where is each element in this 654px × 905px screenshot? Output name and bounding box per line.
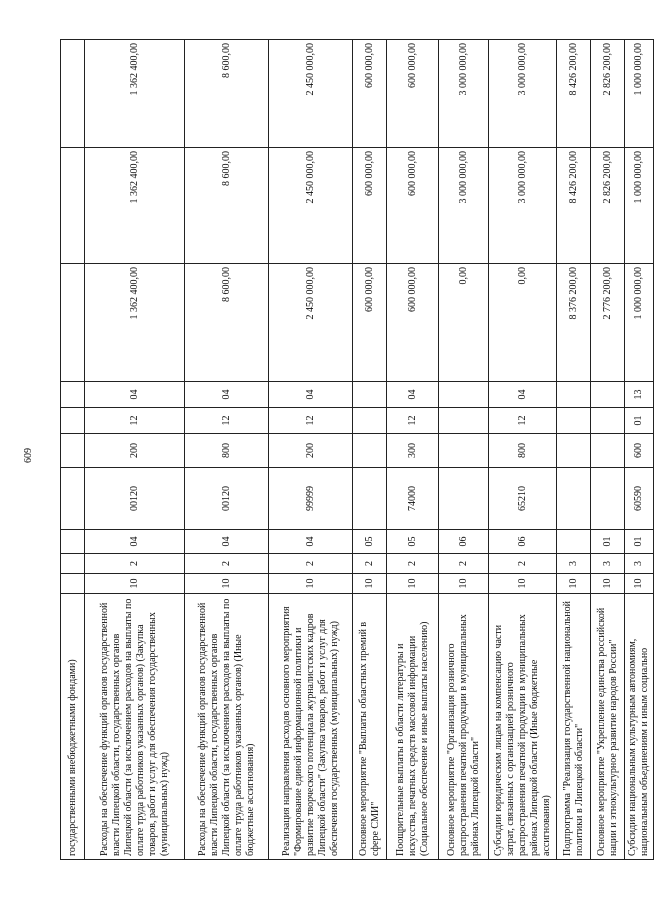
row-code-7: 04 [85,382,185,408]
row-code-2 [61,554,85,574]
row-value-3: 8 600,00 [185,40,269,148]
row-code-4 [353,468,387,530]
row-code-4: 99999 [269,468,353,530]
row-code-6: 12 [269,408,353,434]
row-code-7: 04 [489,382,557,408]
row-value-2: 8 600,00 [185,148,269,264]
table-row [625,40,654,860]
row-code-2: 3 [625,554,654,574]
row-value-1: 600 000,00 [387,264,439,382]
row-code-4 [557,468,591,530]
row-code-7: 04 [269,382,353,408]
row-code-5: 200 [85,434,185,468]
row-code-7 [61,382,85,408]
row-code-2: 2 [387,554,439,574]
row-code-1 [61,574,85,594]
table-row [557,40,591,860]
table-row [591,40,625,860]
row-value-1: 2 776 200,00 [591,264,625,382]
row-value-3: 600 000,00 [353,40,387,148]
row-code-7 [439,382,489,408]
page-number-text: 609 [22,447,34,463]
row-code-4: 60590 [625,468,654,530]
row-code-6 [353,408,387,434]
row-value-2: 600 000,00 [353,148,387,264]
row-code-2: 3 [557,554,591,574]
table-row [353,40,387,860]
row-code-3: 01 [591,530,625,554]
row-code-3: 04 [269,530,353,554]
row-name: Субсидии национальным культурным автономиям, национальным объединениям и иным социально [625,594,654,860]
row-code-6: 01 [625,408,654,434]
row-code-1: 10 [439,574,489,594]
row-value-1: 1 362 400,00 [85,264,185,382]
row-code-5 [61,434,85,468]
row-code-2: 2 [489,554,557,574]
row-name: Субсидии юридическим лицам на компенсацию части затрат, связанных с организацией розничного распространения печатной продукции в муниципальных районах Липецкой области (Иные бюджетные ассигнования) [489,594,557,860]
row-value-1: 1 000 000,00 [625,264,654,382]
row-value-1: 8 600,00 [185,264,269,382]
row-code-7 [353,382,387,408]
row-name: Расходы на обеспечение функций органов государственной власти Липецкой области, государственных органов Липецкой области (за исключением расходов на выплаты по оплате труда работников указанных органов) (Закупка товаров, работ и услуг для обеспечения государственных (муниципальных) нужд) [85,594,185,860]
row-code-7 [557,382,591,408]
row-code-1: 10 [625,574,654,594]
row-code-5: 200 [269,434,353,468]
row-code-6: 12 [85,408,185,434]
row-name: Поощрительные выплаты в области литературы и искусства, печатных средств массовой информации (Социальное обеспечение и иные выплаты населению) [387,594,439,860]
row-code-2: 2 [353,554,387,574]
row-code-5 [557,434,591,468]
table-row [439,40,489,860]
row-code-4 [591,468,625,530]
row-code-4: 65210 [489,468,557,530]
row-code-2: 3 [591,554,625,574]
row-value-2: 600 000,00 [387,148,439,264]
table-row [61,40,85,860]
row-value-3 [61,40,85,148]
row-code-6: 12 [185,408,269,434]
row-code-3: 01 [625,530,654,554]
row-value-2: 3 000 000,00 [439,148,489,264]
row-code-4: 74000 [387,468,439,530]
row-code-6: 12 [489,408,557,434]
row-value-2: 3 000 000,00 [489,148,557,264]
row-code-4 [439,468,489,530]
row-value-3: 2 450 000,00 [269,40,353,148]
budget-table [60,39,654,860]
row-code-1: 10 [269,574,353,594]
budget-table-sheet [60,40,650,860]
row-name: Основное мероприятие "Укрепление единства российской нации и этнокультурное развитие народов России" [591,594,625,860]
table-body [61,40,654,860]
row-code-5: 300 [387,434,439,468]
row-code-3: 04 [85,530,185,554]
row-code-7: 13 [625,382,654,408]
row-code-3: 04 [185,530,269,554]
row-code-7: 04 [185,382,269,408]
row-code-1: 10 [387,574,439,594]
row-code-1: 10 [557,574,591,594]
row-code-2: 2 [269,554,353,574]
row-code-2: 2 [185,554,269,574]
row-code-6 [591,408,625,434]
row-value-1: 2 450 000,00 [269,264,353,382]
row-code-6: 12 [387,408,439,434]
row-code-3: 06 [439,530,489,554]
row-code-4: 00120 [85,468,185,530]
row-value-1: 0,00 [439,264,489,382]
row-code-1: 10 [185,574,269,594]
row-code-7: 04 [387,382,439,408]
row-code-5 [353,434,387,468]
row-name: Основное мероприятие "Выплаты областных премий в сфере СМИ" [353,594,387,860]
row-value-2 [61,148,85,264]
row-code-1: 10 [489,574,557,594]
row-code-5: 800 [185,434,269,468]
table-row [269,40,353,860]
row-value-3: 2 826 200,00 [591,40,625,148]
row-value-3: 600 000,00 [387,40,439,148]
row-code-5 [439,434,489,468]
row-code-6 [61,408,85,434]
row-code-3: 05 [353,530,387,554]
row-value-1: 0,00 [489,264,557,382]
row-name: государственными внебюджетными фондами) [61,594,85,860]
row-code-4: 00120 [185,468,269,530]
row-code-4 [61,468,85,530]
row-value-1: 600 000,00 [353,264,387,382]
row-code-5: 800 [489,434,557,468]
row-value-1 [61,264,85,382]
table-row [85,40,185,860]
row-value-2: 1 000 000,00 [625,148,654,264]
row-name: Расходы на обеспечение функций органов государственной власти Липецкой области, государственных органов Липецкой области (за исключением расходов на выплаты по оплате труда работников указанных органов) (Иные бюджетные ассигнования) [185,594,269,860]
table-row [185,40,269,860]
row-value-2: 2 826 200,00 [591,148,625,264]
row-value-3: 1 362 400,00 [85,40,185,148]
row-code-2: 2 [439,554,489,574]
row-code-1: 10 [353,574,387,594]
row-code-3 [61,530,85,554]
row-code-6 [557,408,591,434]
row-code-7 [591,382,625,408]
row-value-1: 8 376 200,00 [557,264,591,382]
row-name: Реализация направления расходов основного мероприятия "Формирование единой информационной политики и развитие творческого потенциала журналистских кадров Липецкой области" (Закупка товаров, работ и услуг для обеспечения государственных (муниципальных) нужд) [269,594,353,860]
row-code-1: 10 [591,574,625,594]
row-code-1: 10 [85,574,185,594]
row-code-3: 06 [489,530,557,554]
row-value-2: 2 450 000,00 [269,148,353,264]
row-code-3 [557,530,591,554]
row-value-3: 3 000 000,00 [489,40,557,148]
row-value-3: 3 000 000,00 [439,40,489,148]
table-row [387,40,439,860]
table-row [489,40,557,860]
row-code-3: 05 [387,530,439,554]
row-code-5 [591,434,625,468]
row-code-2: 2 [85,554,185,574]
row-value-2: 1 362 400,00 [85,148,185,264]
row-code-5: 600 [625,434,654,468]
row-name: Основное мероприятие "Организация розничного распространения печатной продукции в муниципальных районах Липецкой области" [439,594,489,860]
row-value-3: 8 426 200,00 [557,40,591,148]
row-value-3: 1 000 000,00 [625,40,654,148]
row-name: Подпрограмма "Реализация государственной национальной политики в Липецкой области" [557,594,591,860]
row-code-6 [439,408,489,434]
page-number [20,445,36,465]
row-value-2: 8 426 200,00 [557,148,591,264]
